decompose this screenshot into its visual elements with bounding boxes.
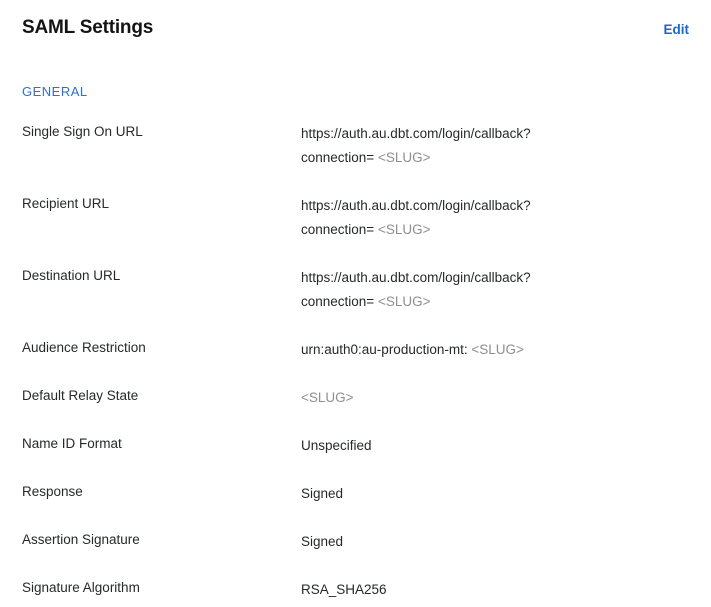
setting-label: Audience Restriction <box>22 340 146 355</box>
setting-row-default-relay-state <box>22 386 689 410</box>
slug-placeholder: <SLUG> <box>377 294 431 309</box>
page-title: SAML Settings <box>22 17 154 38</box>
slug-placeholder: <SLUG> <box>377 150 431 165</box>
setting-row-assertion-signature <box>22 530 689 554</box>
setting-value: Unspecified <box>301 438 372 453</box>
setting-label: Default Relay State <box>22 388 139 403</box>
setting-row-recipient-url <box>22 194 689 242</box>
setting-label: Single Sign On URL <box>22 124 143 139</box>
value-prefix: connection= <box>301 150 375 165</box>
edit-button[interactable]: Edit <box>663 22 689 37</box>
value-prefix: connection= <box>301 294 375 309</box>
value-line-2 <box>301 218 689 242</box>
setting-value <box>301 266 689 314</box>
slug-placeholder: <SLUG> <box>471 342 524 357</box>
settings-list <box>0 100 711 602</box>
setting-value <box>301 338 689 362</box>
value-text: urn:auth0:au-production-mt: <box>301 342 468 357</box>
slug-placeholder: <SLUG> <box>377 222 431 237</box>
setting-label: Response <box>22 484 83 499</box>
setting-value <box>301 386 689 410</box>
slug-placeholder: <SLUG> <box>301 390 354 405</box>
setting-row-destination-url <box>22 266 689 314</box>
value-line-1: https://auth.au.dbt.com/login/callback? <box>301 126 531 141</box>
setting-label: Name ID Format <box>22 436 122 451</box>
value-line-1: https://auth.au.dbt.com/login/callback? <box>301 198 531 213</box>
setting-label: Assertion Signature <box>22 532 140 547</box>
value-line-2 <box>301 146 689 170</box>
value-line-1: https://auth.au.dbt.com/login/callback? <box>301 270 531 285</box>
setting-value <box>301 122 689 170</box>
setting-row-single-sign-on-url <box>22 122 689 170</box>
setting-label: Recipient URL <box>22 196 110 211</box>
page-header <box>0 0 711 40</box>
setting-value: Signed <box>301 534 344 549</box>
setting-row-response <box>22 482 689 506</box>
setting-row-signature-algorithm <box>22 578 689 602</box>
setting-label: Destination URL <box>22 268 121 283</box>
setting-value: Signed <box>301 486 344 501</box>
setting-value <box>301 194 689 242</box>
section-heading-general: GENERAL <box>22 84 88 99</box>
setting-value: RSA_SHA256 <box>301 582 387 597</box>
value-line-2 <box>301 290 689 314</box>
value-prefix: connection= <box>301 222 375 237</box>
setting-row-name-id-format <box>22 434 689 458</box>
setting-row-audience-restriction <box>22 338 689 362</box>
setting-label: Signature Algorithm <box>22 580 140 595</box>
